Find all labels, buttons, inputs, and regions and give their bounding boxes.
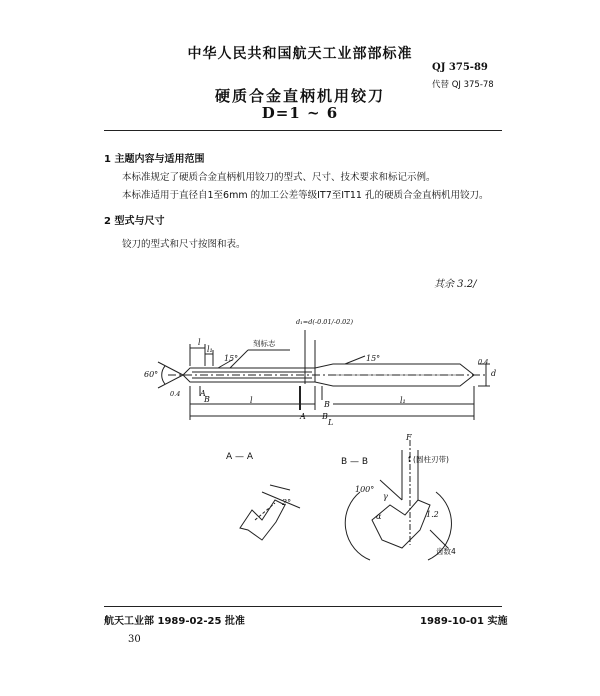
section-b-flute-count: 齿数4 [436, 547, 456, 556]
section-b-angle-alpha: α [376, 512, 382, 521]
knife-mark-label: 刻标志 [253, 339, 276, 348]
section-2-paragraph-1: 铰刀的型式和尺寸按图和表。 [122, 239, 246, 250]
section-a-a-label: A — A [226, 452, 254, 462]
tip-value-label: 0.4 [170, 390, 181, 398]
section-b-angle-100: 100° [355, 485, 375, 494]
section-b-angle-gamma: γ [383, 492, 388, 501]
standard-number: QJ 375-89 [432, 62, 488, 73]
section-mark-a: A [200, 389, 206, 398]
diameter-range: D=1 ~ 6 [261, 104, 339, 122]
angle-left-label: 15° [224, 354, 239, 363]
section-b-f-label: F [406, 433, 412, 442]
section-2-heading: 2 型式与尺寸 [104, 216, 165, 227]
implementation-date: 1989-10-01 实施 [420, 616, 508, 627]
angle-right-label: 15° [366, 354, 381, 363]
d-diameter-label: d [491, 369, 497, 378]
dim-l: l [250, 396, 253, 405]
section-mark-b: B [324, 400, 330, 409]
section-b-land-dim: 1.2 [426, 510, 439, 519]
section-mark-b2: B [322, 412, 328, 421]
section-1-paragraph-1: 本标准规定了硬质合金直柄机用铰刀的型式、尺寸、技术要求和标记示例。 [122, 172, 436, 183]
document-title: 硬质合金直柄机用铰刀 [214, 87, 385, 105]
tip-angle-label: 60° [144, 370, 159, 379]
dim-l-top: l [198, 338, 201, 347]
section-1-paragraph-2: 本标准适用于直径自1至6mm 的加工公差等级IT7至IT11 孔的硬质合金直柄机用铰刀。 [122, 190, 489, 201]
section-b-b-label: B — B [341, 457, 369, 467]
section-mark-a2: A [300, 412, 306, 421]
end-chamfer-label: 0.4 [478, 358, 489, 366]
d1-diameter-label: d₁=d(-0.01/-0.02) [296, 318, 353, 326]
dim-l1: l₁ [400, 396, 406, 405]
replaces-standard: 代替 QJ 375-78 [432, 80, 494, 90]
dim-l1-top: l₁ [207, 345, 213, 354]
footer-divider [104, 606, 502, 607]
section-b-f-note: f (圆柱刃带) [408, 455, 449, 464]
dim-L-total: L [328, 418, 334, 427]
section-mark-b-left: B [204, 395, 210, 404]
issuing-organization: 中华人民共和国航天工业部部标准 [187, 46, 413, 62]
section-1-heading: 1 主题内容与适用范围 [104, 154, 205, 165]
page-number: 30 [128, 634, 141, 645]
approval-date: 航天工业部 1989-02-25 批准 [104, 616, 245, 627]
surface-roughness-note: 其余 3.2/ [434, 279, 477, 290]
section-a-angle: 2° [282, 498, 292, 507]
